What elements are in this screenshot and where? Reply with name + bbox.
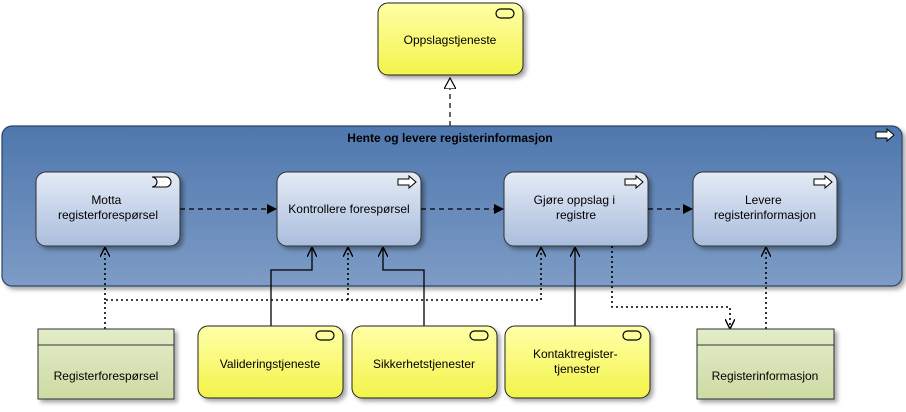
service-label: Sikkerhetstjenester: [372, 357, 476, 371]
process-gjore-oppslag[interactable]: [504, 172, 648, 246]
process-motta[interactable]: [36, 172, 180, 246]
service-label: Oppslagstjeneste: [403, 33, 497, 47]
data-object-label: Registerinformasjon: [711, 369, 819, 383]
data-object-registerforesporsel[interactable]: [38, 329, 174, 399]
process-label: Gjøre oppslag i registre: [533, 193, 616, 222]
data-object-label: Registerforespørsel: [53, 369, 159, 383]
data-object-registerinformasjon[interactable]: [697, 329, 834, 399]
oppslagstjeneste-service[interactable]: [378, 3, 523, 75]
process-label: Kontrollere forespørsel: [288, 202, 410, 216]
service-sikkerhet[interactable]: [352, 326, 497, 398]
process-levere[interactable]: [693, 172, 837, 246]
service-kontaktregister[interactable]: [505, 326, 650, 398]
service-label: Kontaktregister- tjenester: [532, 347, 618, 376]
service-label: Valideringstjeneste: [219, 357, 321, 371]
process-label: Motta registerforespørsel: [57, 193, 159, 222]
process-kontrollere[interactable]: [277, 172, 421, 246]
process-label: Levere registerinformasjon: [713, 193, 817, 222]
container-title: Hente og levere registerinformasjon: [347, 131, 553, 145]
service-validering[interactable]: [198, 326, 343, 398]
